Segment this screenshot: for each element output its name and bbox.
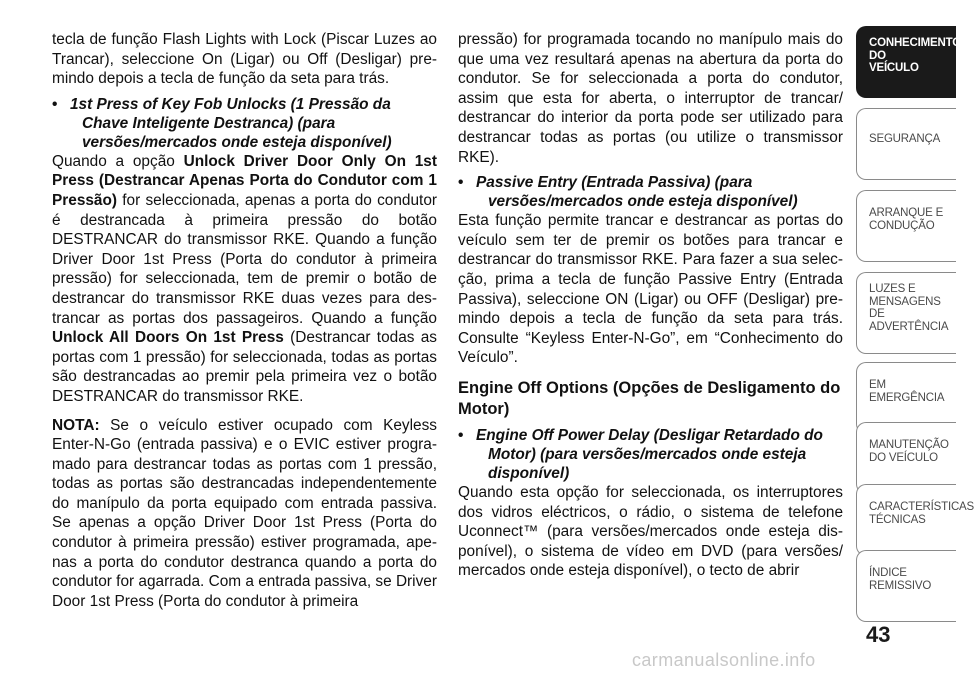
tab-label: LUZES E <box>869 283 916 295</box>
bullet-key-fob-unlocks <box>52 95 437 152</box>
text-run: for seleccionada, apenas a porta do condutor é destrancada à primeira pressão do botão DESTRANCAR do transmissor RKE. Quando a função Driver Door 1st Press (Porta do condutor à primeira pressão) for seleccionada, tem de premir o botão de destrancar do transmissor RKE duas vezes para des-trancar as portas dos passageiros. Quando a função <box>52 191 437 327</box>
bullet-line: versões/mercados onde esteja disponível) <box>488 193 798 211</box>
chapter-tabs <box>856 26 974 626</box>
tab-label: REMISSIVO <box>869 579 932 592</box>
tab-label: CARACTERÍSTICAS <box>869 501 974 513</box>
tab-caracteristicas-tecnicas[interactable] <box>856 484 974 556</box>
paragraph-flash-lights: tecla de função Flash Lights with Lock (Piscar Luzes ao Trancar), seleccione On (Ligar) ou Off (Desligar) pre-mindo depois a tecla de função da seta para trás. <box>52 31 437 88</box>
note-paragraph <box>52 416 437 612</box>
paragraph-passive-entry: Esta função permite trancar e destrancar as portas do veículo sem ter de premir os botões para trancar e destrancar do transmissor RKE. Para fazer a sua selec-ção, prima a tecla de função Passive Entry (Entrada Passiva), seleccione ON (Ligar) ou OFF (Desligar) pre-mindo depois a tecla de função da seta para trás. Consulte “Keyless Enter-N-Go”, em “Conhecimento do Veículo”. <box>458 212 843 367</box>
bullet-passive-entry <box>458 173 843 211</box>
tab-label: ARRANQUE E <box>869 207 944 219</box>
tab-label: DO VEÍCULO <box>869 451 938 464</box>
tab-label: CONDUÇÃO <box>869 219 935 232</box>
paragraph-driver-door-continued: pressão) for programada tocando no manípulo mais do que uma vez resultará apenas na abertura da porta do condutor. Se for seleccionada a porta do condutor, assim que esta for aberta, o interruptor de trancar/ destrancar do interior da porta pode ser utilizado para destrancar todas as portas (ou utilize o transmissor RKE). <box>458 31 843 166</box>
tab-label: DO <box>869 49 886 62</box>
bullet-line: • 1st Press of Key Fob Unlocks (1 Pressão da <box>70 95 391 113</box>
text-run: Quando a opção <box>52 152 184 170</box>
tab-indice-remissivo[interactable] <box>856 550 956 622</box>
tab-label: ÍNDICE <box>869 567 907 579</box>
bullet-line: Chave Inteligente Destranca) (para <box>82 114 336 132</box>
tab-seguranca[interactable] <box>856 108 956 180</box>
tab-label: MANUTENÇÃO <box>869 439 949 451</box>
bullet-line: • Passive Entry (Entrada Passiva) (para <box>476 174 753 192</box>
watermark: carmanualsonline.info <box>632 650 816 670</box>
bullet-line: • Engine Off Power Delay (Desligar Retardado do <box>476 426 823 444</box>
tab-luzes-e-mensagens[interactable] <box>856 272 956 354</box>
section-heading-engine-off: Engine Off Options (Opções de Desligamento do Motor) <box>458 378 841 418</box>
paragraph-unlock-driver-door <box>52 152 437 407</box>
tab-label: CONHECIMENTO <box>869 37 961 49</box>
option-unlock-all-doors: Unlock All Doors On 1st Press <box>52 329 284 347</box>
tab-label: ADVERTÊNCIA <box>869 320 949 333</box>
left-column <box>52 30 437 611</box>
tab-label: VEÍCULO <box>869 62 919 74</box>
tab-label: EMERGÊNCIA <box>869 391 945 404</box>
note-text: Se o veículo estiver ocupado com Keyless Enter-N-Go (entrada passiva) e o EVIC estiver progra-mado para destrancar todas as portas com 1 pressão, todas as portas são destrancadas independentemente do manípulo da porta equipado com entrada passiva. Se apenas a opção Driver Door 1st Press (Porta do condutor à primeira pressão) estiver programada, ape-nas a porta do condutor destranca quando a porta do condutor for agarrada. Com a entrada passiva, se Driver Door 1st Press (Porta do condutor à primeira <box>52 416 437 610</box>
page-number: 43 <box>866 622 891 647</box>
bullet-line: disponível) <box>488 464 570 482</box>
bullet-engine-off-power-delay <box>458 426 843 483</box>
right-column <box>458 30 843 581</box>
tab-label: SEGURANÇA <box>869 133 941 145</box>
bullet-line: Motor) (para versões/mercados onde esteja <box>488 445 807 463</box>
paragraph-engine-off: Quando esta opção for seleccionada, os interruptores dos vidros eléctricos, o rádio, o sistema de telefone Uconnect™ (para versões/mercados onde esteja dis-ponível), o sistema de vídeo em DVD (para versões/ mercados onde esteja disponível), o tecto de abrir <box>458 483 843 580</box>
bullet-line: versões/mercados onde esteja disponível) <box>82 133 392 151</box>
tab-label: DE <box>869 308 885 320</box>
option-unlock-driver-door: Unlock Driver Door Only On 1st Press (Destrancar Apenas Porta do Condutor com 1 Pressão) <box>52 152 437 209</box>
text-run: (Destrancar todas as portas com 1 pressão) for seleccionada, todas as portas são destrancadas ao premir pela primeira vez o botão DESTRANCAR do transmissor RKE. <box>52 329 437 405</box>
note-label: NOTA: <box>52 416 100 434</box>
tab-label: TÉCNICAS <box>869 513 926 526</box>
tab-label: MENSAGENS <box>869 295 941 308</box>
tab-label: EM <box>869 379 886 391</box>
tab-arranque-e-conducao[interactable] <box>856 190 956 262</box>
tab-conhecimento-do-veiculo[interactable] <box>856 26 961 98</box>
